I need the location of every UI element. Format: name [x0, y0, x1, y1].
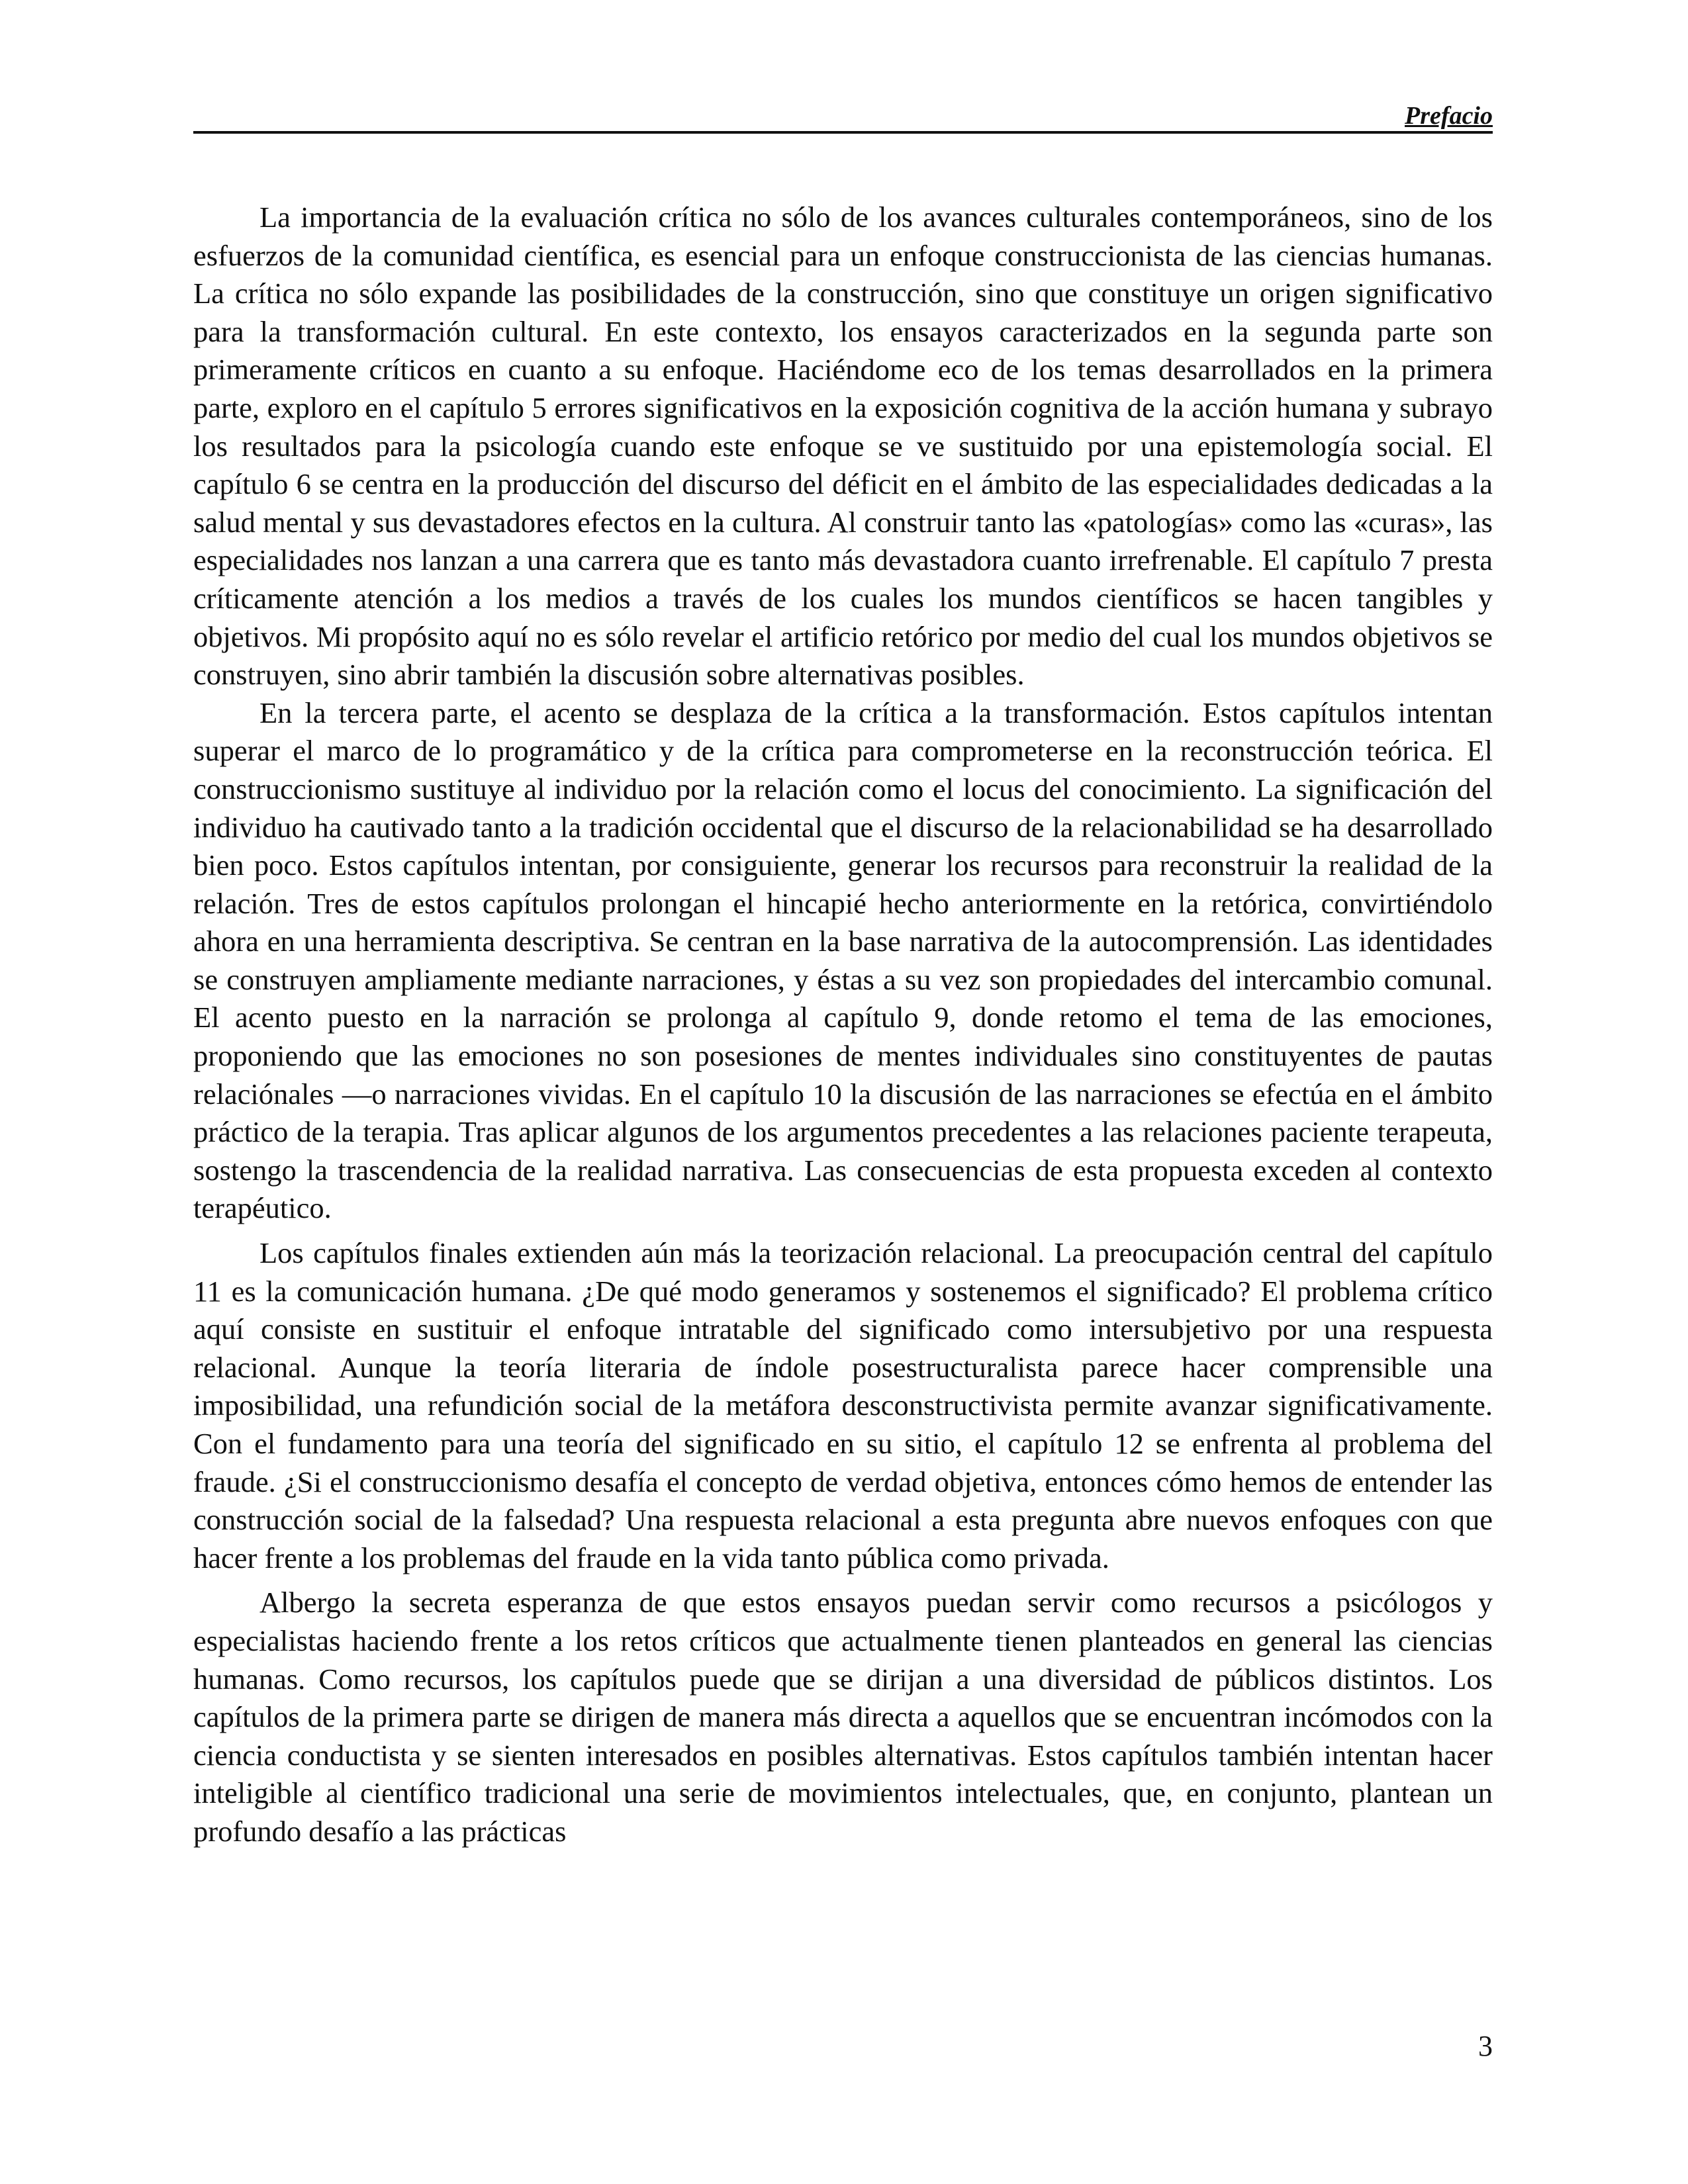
paragraph-1: La importancia de la evaluación crítica no sólo de los avances culturales contemporáneos, sino de los esfuerzos de la comunidad científica, es esencial para un enfoque construccionista de las ciencias humanas. La crítica no sólo expande las posibilidades de la construcción, sino que constituye un origen significativo para la transformación cultural. En este contexto, los ensayos caracterizados en la segunda parte son primeramente críticos en cuanto a su enfoque. Haciéndome eco de los temas desarrollados en la primera parte, exploro en el capítulo 5 errores significativos en la exposición cognitiva de la acción humana y subrayo los resultados para la psicología cuando este enfoque se ve sustituido por una epistemología social. El capítulo 6 se centra en la producción del discurso del déficit en el ámbito de las especialidades dedicadas a la salud mental y sus devastadores efectos en la cultura. Al construir tanto las «patologías» como las «curas», las especialidades nos lanzan a una carrera que es tanto más devastadora cuanto irrefrenable. El capítulo 7 presta críticamente atención a los medios a través de los cuales los mundos científicos se hacen tangibles y objetivos. Mi propósito aquí no es sólo revelar el artificio retórico por medio del cual los mundos objetivos se construyen, sino abrir también la discusión sobre alternativas posibles. — [193, 201, 1493, 692]
paragraph-4: Albergo la secreta esperanza de que estos ensayos puedan servir como recursos a psicólogos y especialistas haciendo frente a los retos críticos que actualmente tienen planteados en general las ciencias humanas. Como recursos, los capítulos puede que se dirijan a una diversidad de públicos distintos. Los capítulos de la primera parte se dirigen de manera más directa a aquellos que se encuentran incómodos con la ciencia conductista y se sienten interesados en posibles alternativas. Estos capítulos también intentan hacer inteligible al científico tradicional una serie de movimientos intelectuales, que, en conjunto, plantean un profundo desafío a las prácticas — [193, 1586, 1493, 1848]
running-head: Prefacio — [1405, 102, 1493, 130]
paragraph-3: Los capítulos finales extienden aún más la teorización relacional. La preocupación central del capítulo 11 es la comunicación humana. ¿De qué modo generamos y sostenemos el significado? El problema crítico aquí consiste en sustituir el enfoque intratable del significado como intersubjetivo por una respuesta relacional. Aunque la teoría literaria de índole posestructuralista parece hacer comprensible una imposibilidad, una refundición social de la metáfora desconstructivista permite avanzar significativamente. Con el fundamento para una teoría del significado en su sitio, el capítulo 12 se enfrenta al problema del fraude. ¿Si el construccionismo desafía el concepto de verdad objetiva, entonces cómo hemos de entender las construcción social de la falsedad? Una respuesta relacional a esta pregunta abre nuevos enfoques con que hacer frente a los problemas del fraude en la vida tanto pública como privada. — [193, 1236, 1493, 1574]
paragraph-2: En la tercera parte, el acento se desplaza de la crítica a la transformación. Estos capítulos intentan superar el marco de lo programático y de la crítica para comprometerse en la reconstrucción teórica. El construccionismo sustituye al individuo por la relación como el locus del conocimiento. La significación del individuo ha cautivado tanto a la tradición occidental que el discurso de la relacionabilidad se ha desarrollado bien poco. Estos capítulos intentan, por consiguiente, generar los recursos para reconstruir la realidad de la relación. Tres de estos capítulos prolongan el hincapié hecho anteriormente en la retórica, convirtiéndolo ahora en una herramienta descriptiva. Se centran en la base narrativa de la autocomprensión. Las identidades se construyen ampliamente mediante narraciones, y éstas a su vez son propiedades del intercambio comunal. El acento puesto en la narración se prolonga al capítulo 9, donde retomo el tema de las emociones, proponiendo que las emociones no son posesiones de mentes individuales sino constituyentes de pautas relaciónales —o narraciones vividas. En el capítulo 10 la discusión de las narraciones se efectúa en el ámbito práctico de la terapia. Tras aplicar algunos de los argumentos precedentes a las relaciones paciente terapeuta, sostengo la trascendencia de la realidad narrativa. Las consecuencias de esta propuesta exceden al contexto terapéutico. — [193, 696, 1493, 1225]
page-header — [193, 99, 1493, 134]
page-number: 3 — [1478, 2030, 1493, 2062]
body-text — [193, 199, 1493, 1851]
